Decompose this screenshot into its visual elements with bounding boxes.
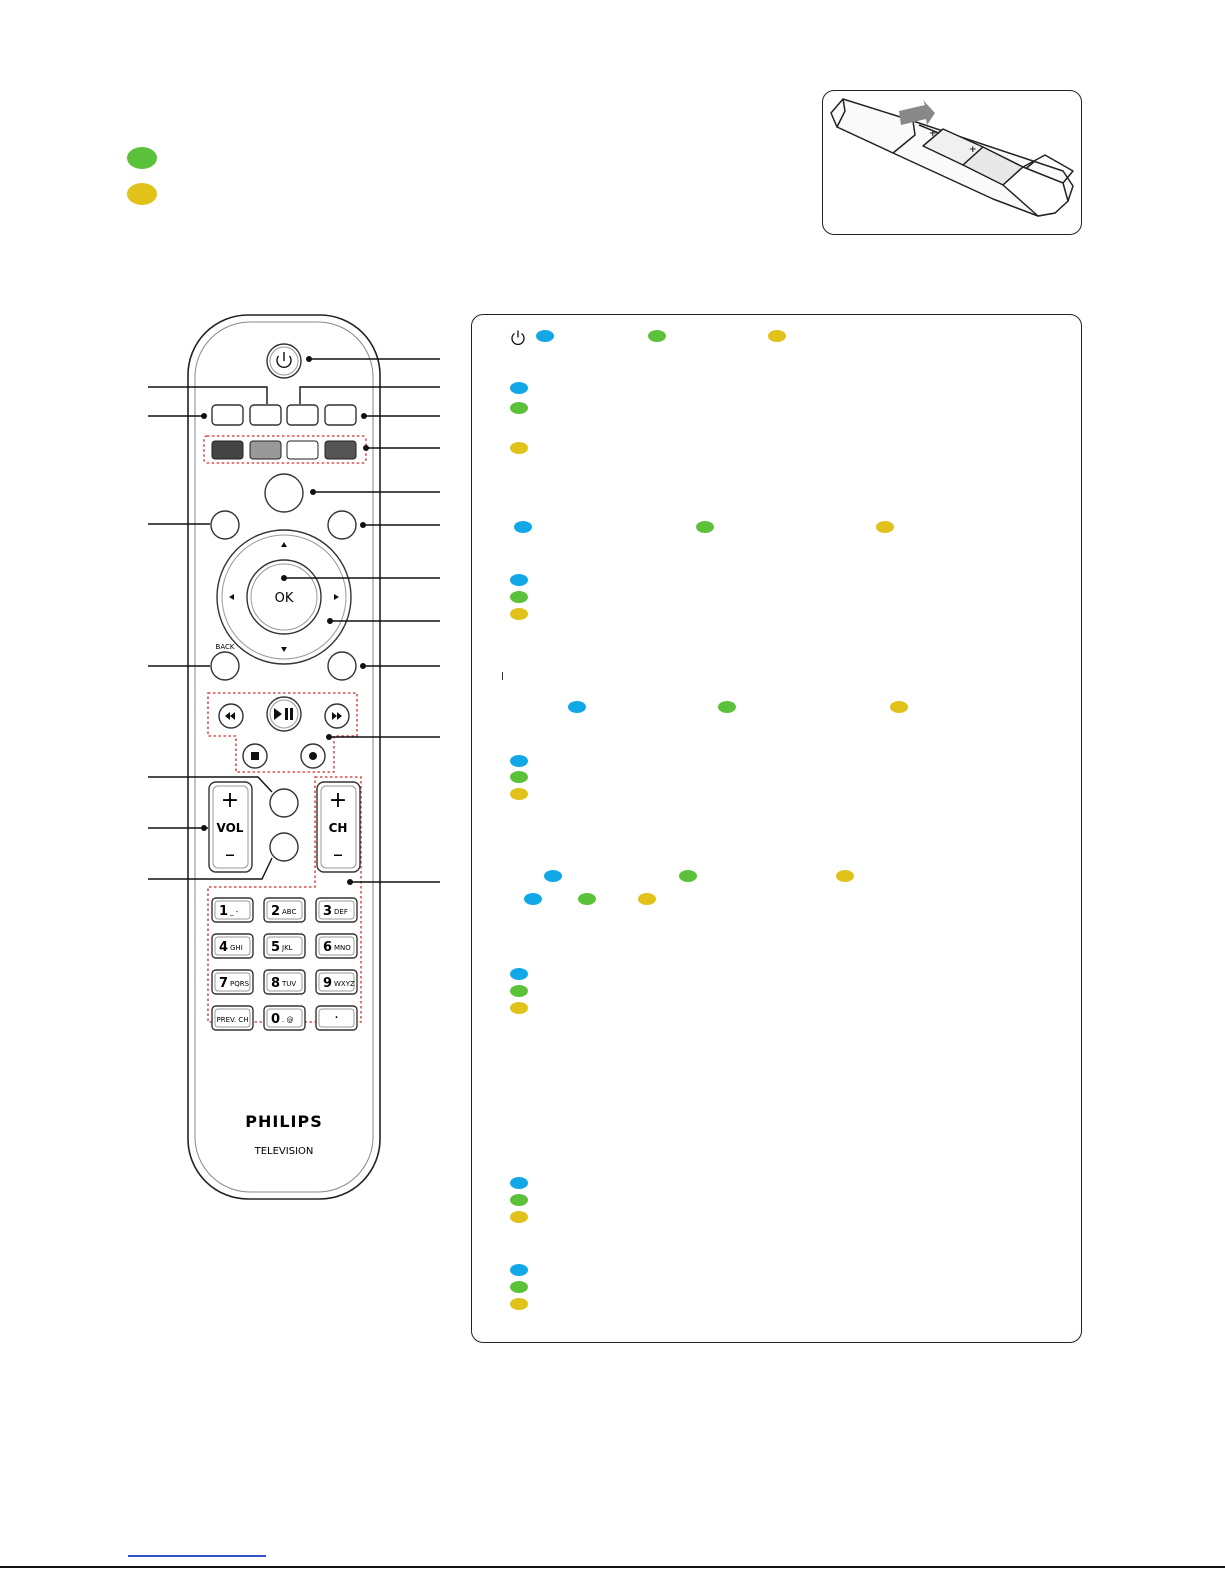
yellow-marker [890, 701, 908, 713]
svg-text:+: + [969, 145, 977, 155]
numpad-key-digit: · [334, 1010, 339, 1026]
blue-marker [510, 574, 528, 586]
blue-marker [524, 893, 542, 905]
blue-marker [510, 1177, 528, 1189]
svg-text:–: – [333, 842, 343, 866]
source-key-2[interactable] [250, 405, 281, 425]
numpad-key-digit: PREV. CH [216, 1016, 249, 1024]
yellow-marker [510, 1298, 528, 1310]
numpad-key-digit: 3 [323, 904, 333, 919]
color-key-yellow[interactable] [287, 441, 318, 459]
home-button[interactable] [265, 474, 303, 512]
blue-marker [514, 521, 532, 533]
green-marker [696, 521, 714, 533]
numpad-key-letters: PQRS [230, 980, 250, 988]
source-key-1[interactable] [212, 405, 243, 425]
blue-marker [510, 1264, 528, 1276]
numpad-key-digit: 4 [219, 940, 229, 955]
mute-button[interactable] [270, 789, 298, 817]
green-marker [679, 870, 697, 882]
yellow-marker [510, 1211, 528, 1223]
power-button[interactable] [267, 344, 301, 378]
record-button[interactable] [301, 744, 325, 768]
green-marker [510, 1281, 528, 1293]
source-key-4[interactable] [325, 405, 356, 425]
remote-illustration [0, 310, 440, 1210]
yellow-marker [876, 521, 894, 533]
battery-illustration [822, 90, 1082, 235]
green-marker [648, 330, 666, 342]
color-key-blue[interactable] [325, 441, 356, 459]
footer-rule [0, 1566, 1225, 1568]
yellow-marker [638, 893, 656, 905]
numpad-key-digit: 5 [271, 940, 281, 955]
blue-marker [536, 330, 554, 342]
color-key-green[interactable] [250, 441, 281, 459]
blue-marker [568, 701, 586, 713]
numpad-key-letters: WXYZ [334, 980, 355, 988]
blue-marker [510, 968, 528, 980]
numpad-key[interactable] [316, 970, 357, 994]
blue-marker [510, 382, 528, 394]
svg-text:+: + [220, 788, 240, 813]
svg-text:+: + [328, 788, 348, 813]
numpad-key-letters: ABC [282, 908, 297, 916]
numpad-key-digit: 1 [219, 904, 229, 919]
numpad-key[interactable] [212, 1006, 253, 1030]
blue-marker [544, 870, 562, 882]
numpad-key[interactable] [264, 970, 305, 994]
numpad-key[interactable] [212, 934, 253, 958]
back-label: BACK [215, 643, 235, 651]
brand-subtitle: TELEVISION [254, 1146, 314, 1157]
numpad-key-letters: GHI [230, 944, 243, 952]
numpad-key-digit: 8 [271, 976, 281, 991]
numpad-key-letters: TUV [282, 980, 297, 988]
numpad-key[interactable] [316, 934, 357, 958]
yellow-marker [510, 1002, 528, 1014]
numpad-key-digit: 7 [219, 976, 229, 991]
green-marker [578, 893, 596, 905]
left-round-key[interactable] [211, 511, 239, 539]
options-button[interactable] [328, 652, 356, 680]
green-marker [510, 591, 528, 603]
numpad-key-digit: 6 [323, 940, 333, 955]
channel-rocker[interactable] [317, 782, 360, 872]
svg-text:–: – [225, 842, 235, 866]
numpad-key-letters: JKL [282, 944, 293, 952]
back-button[interactable] [211, 652, 239, 680]
blue-marker [510, 755, 528, 767]
green-marker [510, 771, 528, 783]
color-key-red[interactable] [212, 441, 243, 459]
numpad-key[interactable] [264, 898, 305, 922]
svg-text:CH: CH [328, 821, 348, 835]
play-pause-button[interactable] [267, 697, 301, 731]
numpad-key-digit: 0 [271, 1012, 281, 1027]
numpad-key-digit: 9 [323, 976, 333, 991]
legend-yellow-marker [127, 183, 157, 205]
numpad-key-letters: DEF [334, 908, 348, 916]
legend-green-marker [127, 147, 157, 169]
footer-link-underline[interactable] [128, 1555, 266, 1557]
numpad-key-letters: MNO [334, 944, 351, 952]
brand-logo: PHILIPS [245, 1112, 323, 1131]
power-icon [510, 329, 526, 345]
yellow-marker [510, 788, 528, 800]
numpad-key[interactable] [316, 898, 357, 922]
stop-button[interactable] [243, 744, 267, 768]
right-round-key[interactable] [328, 511, 356, 539]
stop-icon [251, 752, 259, 760]
numpad-key[interactable] [316, 1006, 357, 1030]
numpad-key[interactable] [264, 934, 305, 958]
numpad-key[interactable] [212, 898, 253, 922]
svg-text:VOL: VOL [216, 821, 244, 835]
format-button[interactable] [270, 833, 298, 861]
numpad-key-digit: 2 [271, 904, 281, 919]
volume-rocker[interactable] [209, 782, 252, 872]
numpad-key-letters: . @ [282, 1016, 294, 1024]
numpad-key[interactable] [212, 970, 253, 994]
divider-mark [502, 672, 503, 680]
numpad-key-letters: _ - [230, 908, 239, 916]
button-description-panel [471, 314, 1082, 1343]
svg-text:+: + [929, 129, 937, 139]
yellow-marker [510, 442, 528, 454]
source-key-3[interactable] [287, 405, 318, 425]
green-marker [718, 701, 736, 713]
yellow-marker [510, 608, 528, 620]
yellow-marker [768, 330, 786, 342]
yellow-marker [836, 870, 854, 882]
numpad-key[interactable] [264, 1006, 305, 1030]
green-marker [510, 402, 528, 414]
ok-label: OK [274, 591, 294, 606]
green-marker [510, 1194, 528, 1206]
rewind-button[interactable] [219, 704, 243, 728]
green-marker [510, 985, 528, 997]
record-icon [309, 752, 317, 760]
fast-forward-button[interactable] [325, 704, 349, 728]
